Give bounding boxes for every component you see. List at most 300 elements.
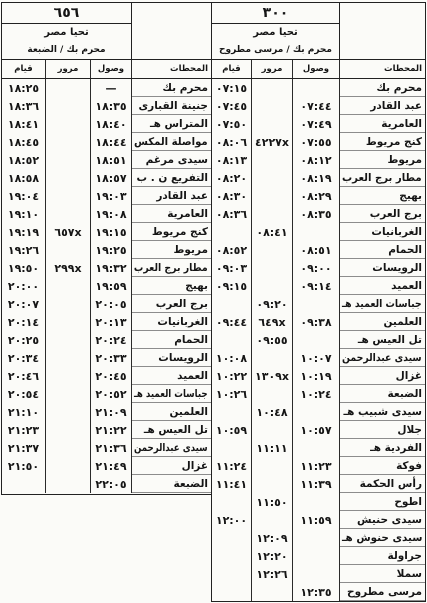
timetable-row (212, 151, 425, 169)
arrival-cell (91, 421, 132, 439)
arrival-cell (91, 313, 132, 331)
pass-cell (46, 349, 91, 367)
pass-header (46, 60, 91, 78)
timetable-row (2, 403, 211, 421)
arrival-cell (293, 187, 340, 205)
pass-cell (252, 151, 293, 169)
timetable-rows (212, 79, 425, 601)
arrival-time: ٠٧:٤٤ (300, 99, 332, 113)
timetable-row (212, 583, 425, 601)
pass-cell (46, 115, 91, 133)
pass-time: ١٢:٢٠ (256, 549, 288, 563)
station-cell (132, 331, 211, 349)
departure-cell (2, 205, 46, 223)
arrival-cell (91, 241, 132, 259)
departure-time: ١٨:٢٥ (7, 81, 40, 95)
timetable-row (212, 313, 425, 331)
timetable-row (212, 295, 425, 313)
departure-header-label: قيام (14, 64, 33, 74)
timetable-row (212, 133, 425, 151)
station-header (132, 60, 211, 78)
departure-cell (2, 331, 46, 349)
arrival-header-label: وصول (97, 64, 125, 74)
departure-cell (2, 133, 46, 151)
timetable-row (212, 547, 425, 565)
timetable-row (2, 133, 211, 151)
arrival-cell (91, 169, 132, 187)
arrival-time: ١٢:٣٥ (300, 585, 332, 599)
pass-cell (252, 79, 293, 97)
station-name: الغربانيات (157, 315, 208, 328)
arrival-cell (91, 457, 132, 475)
station-cell (132, 385, 211, 403)
station-cell (132, 133, 211, 151)
station-cell (132, 367, 211, 385)
timetable-row (212, 565, 425, 583)
arrival-cell (293, 97, 340, 115)
arrival-cell (293, 565, 340, 583)
arrival-time: ٠٨:٣٥ (300, 207, 332, 221)
station-cell (340, 367, 425, 385)
pass-cell (252, 349, 293, 367)
arrival-time: ١٠:٥٧ (300, 423, 332, 437)
arrival-time: ٢٠:٤٥ (95, 369, 127, 383)
arrival-cell (293, 295, 340, 313)
timetable-row (212, 475, 425, 493)
arrival-cell (91, 475, 132, 493)
train-number-text: ٦٥٦ (53, 5, 80, 21)
pass-time: ١٢:٢٦ (256, 567, 288, 581)
departure-time: ١٩:١٩ (7, 225, 40, 239)
departure-cell (212, 205, 252, 223)
pass-time: ٤٢٢٧x (255, 135, 289, 149)
arrival-time: ٠٧:٤٩ (300, 117, 332, 131)
station-name: غزال (181, 459, 208, 472)
departure-cell (2, 151, 46, 169)
pass-cell (46, 295, 91, 313)
pass-cell (252, 187, 293, 205)
station-name: سيدى حنوش هـ (341, 531, 422, 544)
departure-cell (212, 493, 252, 511)
pass-cell (46, 439, 91, 457)
departure-cell (212, 169, 252, 187)
departure-time: ٠٨:٢٠ (215, 171, 248, 185)
departure-cell (212, 403, 252, 421)
arrival-cell (293, 385, 340, 403)
timetable-row (2, 115, 211, 133)
pass-cell (46, 97, 91, 115)
station-cell (340, 133, 425, 151)
train-number-text: ٣٠٠ (262, 5, 289, 21)
timetable-row (2, 421, 211, 439)
arrival-time: ١٨:٥٧ (95, 171, 127, 185)
pass-time: ٠٩:٥٥ (256, 333, 288, 347)
station-cell (132, 349, 211, 367)
pass-cell (252, 493, 293, 511)
station-name: رأس الحكمة (359, 477, 422, 490)
arrival-cell (91, 367, 132, 385)
pass-cell (252, 313, 293, 331)
departure-cell (212, 475, 252, 493)
station-name: الرويسات (372, 261, 422, 274)
timetable-row (2, 457, 211, 475)
pass-cell (46, 277, 91, 295)
station-cell (132, 421, 211, 439)
arrival-cell (293, 169, 340, 187)
arrival-time: ٠٨:١٩ (300, 171, 332, 185)
departure-time: ١٨:٣٦ (7, 99, 40, 113)
timetable-row (212, 331, 425, 349)
timetable-row (212, 529, 425, 547)
timetable-row (2, 241, 211, 259)
departure-cell (2, 439, 46, 457)
station-name: سيدى مرغم (145, 153, 208, 166)
timetable-row (212, 79, 425, 97)
departure-cell (2, 223, 46, 241)
arrival-cell (91, 277, 132, 295)
station-name: برج العرب (155, 297, 208, 310)
station-name: كنج مريوط (365, 135, 422, 148)
pass-time: ١١:٥٠ (256, 495, 288, 509)
station-name: الفردية هـ (370, 441, 422, 454)
pass-cell (252, 565, 293, 583)
pass-cell (252, 421, 293, 439)
pass-cell (46, 223, 91, 241)
departure-cell (212, 565, 252, 583)
departure-cell (212, 223, 252, 241)
train-route-text: محرم بك / مرسى مطروح (219, 45, 332, 55)
timetable-row (2, 187, 211, 205)
station-name: مواصلة المكس (134, 135, 208, 148)
departure-cell (212, 385, 252, 403)
departure-time: ٠٨:١٣ (215, 153, 248, 167)
timetable-row (212, 241, 425, 259)
pass-cell (252, 511, 293, 529)
timetable-row (212, 421, 425, 439)
timetable-row (2, 169, 211, 187)
timetable-row (2, 439, 211, 457)
arrival-cell (293, 349, 340, 367)
train-name (2, 24, 132, 41)
departure-cell (2, 367, 46, 385)
arrival-cell (293, 583, 340, 601)
timetable-row (212, 223, 425, 241)
departure-time: ٢٠:٠٧ (7, 297, 40, 311)
pass-header (252, 60, 293, 78)
station-name: جباسات العميد هـ (134, 387, 208, 400)
station-name: تل العيس هـ (357, 333, 422, 346)
station-name: الغربانيات (371, 225, 422, 238)
station-cell (132, 97, 211, 115)
station-name: عبد القادر (370, 99, 422, 112)
departure-time: ١٢:٠٠ (215, 513, 248, 527)
arrival-cell (293, 547, 340, 565)
departure-cell (2, 421, 46, 439)
pass-time: ١٠:٤٨ (256, 405, 288, 419)
arrival-time: ٢١:٣٦ (95, 441, 127, 455)
station-cell (132, 241, 211, 259)
station-cell (340, 169, 425, 187)
station-cell (340, 439, 425, 457)
station-name: سيدى حنيش (357, 513, 422, 526)
station-cell (340, 295, 425, 313)
pass-time: ٢٩٩x (54, 261, 82, 275)
arrival-cell (293, 115, 340, 133)
pass-time: ٦٤٩x (258, 315, 286, 329)
arrival-cell (91, 115, 132, 133)
arrival-time: — (105, 81, 117, 95)
timetable-row (212, 115, 425, 133)
departure-time: ١٨:٤١ (7, 117, 40, 131)
arrival-time: ١٨:٤٠ (95, 117, 127, 131)
station-header-blank (340, 3, 425, 59)
timetable-row (212, 493, 425, 511)
departure-cell (212, 439, 252, 457)
station-cell (340, 493, 425, 511)
station-name: سيدى عبدالرحمن (342, 351, 422, 364)
station-name: جنينة القبارى (138, 99, 208, 112)
arrival-time: ١١:٣٩ (300, 477, 332, 491)
station-cell (132, 475, 211, 493)
departure-time: ١٩:٥٠ (7, 261, 40, 275)
departure-cell (2, 349, 46, 367)
station-name: فوكة (396, 459, 422, 472)
station-cell (132, 403, 211, 421)
station-cell (340, 223, 425, 241)
pass-cell (46, 187, 91, 205)
arrival-header-label: وصول (302, 64, 330, 74)
station-name: العامرية (167, 207, 208, 220)
pass-cell (252, 205, 293, 223)
departure-time: ٠٩:٠٣ (215, 261, 248, 275)
departure-cell (212, 151, 252, 169)
station-header (340, 60, 425, 78)
station-cell (132, 457, 211, 475)
departure-time: ١٠:٥٩ (215, 423, 248, 437)
arrival-time: ٢٠:٢٤ (95, 333, 127, 347)
station-cell (132, 223, 211, 241)
pass-time: ١١:١١ (256, 441, 288, 455)
timetable-row (212, 511, 425, 529)
arrival-time: ٠٩:٠٠ (300, 261, 332, 275)
train-route (212, 41, 340, 59)
departure-time: ١١:٢٤ (215, 459, 248, 473)
pass-cell (252, 115, 293, 133)
arrival-time: ١١:٥٩ (300, 513, 332, 527)
departure-time: ٠٧:٤٥ (215, 99, 248, 113)
arrival-cell (293, 475, 340, 493)
station-name: الضبعة (173, 477, 208, 490)
arrival-cell (293, 511, 340, 529)
train-name (212, 24, 340, 41)
station-cell (340, 97, 425, 115)
arrival-time: ٢٢:٠٥ (95, 477, 127, 491)
station-cell (340, 313, 425, 331)
arrival-time: ٢١:٢٢ (95, 423, 127, 437)
arrival-cell (91, 349, 132, 367)
station-cell (340, 475, 425, 493)
arrival-cell (91, 331, 132, 349)
station-header-label: المحطات (170, 64, 208, 74)
station-name: الحمام (388, 243, 422, 256)
station-name: التفريع ن . ب (136, 171, 208, 184)
arrival-cell (293, 223, 340, 241)
arrival-cell (293, 241, 340, 259)
station-name: كنج مريوط (151, 225, 208, 238)
arrival-time: ٠٨:٢٩ (300, 189, 332, 203)
station-name: المتراس هـ (149, 117, 208, 130)
pass-cell (46, 403, 91, 421)
station-cell (340, 511, 425, 529)
station-name: العامرية (381, 117, 422, 130)
station-cell (340, 259, 425, 277)
timetable-row (212, 385, 425, 403)
arrival-cell (293, 205, 340, 223)
departure-cell (2, 169, 46, 187)
departure-cell (2, 187, 46, 205)
train-656-timetable (1, 2, 212, 495)
timetable-row (2, 97, 211, 115)
pass-time: ٠٩:٢٠ (256, 297, 288, 311)
pass-header-label: مرور (57, 64, 79, 74)
timetable-row (212, 205, 425, 223)
pass-cell (252, 97, 293, 115)
timetable-row (2, 475, 211, 493)
departure-time: ١٩:١٠ (7, 207, 40, 221)
station-name: العميد (391, 279, 422, 292)
station-name: العلمين (169, 405, 208, 418)
arrival-time: ١٠:٢٤ (300, 387, 332, 401)
departure-time: ١١:٤١ (215, 477, 248, 491)
arrival-time: ١٩:٢٥ (95, 243, 127, 257)
timetable-row (2, 367, 211, 385)
pass-time: ١٣٠٩x (255, 369, 289, 383)
timetable-row (212, 439, 425, 457)
station-name: بهيج (185, 279, 208, 292)
departure-cell (212, 295, 252, 313)
arrival-time: ٢١:٤٩ (95, 459, 127, 473)
arrival-cell (293, 439, 340, 457)
arrival-cell (91, 151, 132, 169)
pass-cell (46, 241, 91, 259)
pass-cell (252, 295, 293, 313)
timetable-row (2, 385, 211, 403)
pass-cell (46, 421, 91, 439)
arrival-cell (91, 97, 132, 115)
station-header-blank (132, 3, 211, 59)
departure-cell (2, 241, 46, 259)
station-name: مريوط (173, 243, 208, 256)
train-route (2, 41, 132, 59)
arrival-cell (293, 313, 340, 331)
departure-time: ٠٨:٠٦ (215, 135, 248, 149)
arrival-time: ٠٩:٣٨ (300, 315, 332, 329)
train-route-text: محرم بك / الضبعة (27, 45, 106, 55)
departure-cell (2, 259, 46, 277)
departure-time: ٢٠:١٤ (7, 315, 40, 329)
station-name: برج العرب (369, 207, 422, 220)
departure-time: ٢١:٢٣ (7, 423, 40, 437)
departure-cell (212, 241, 252, 259)
train-name-text: تحيا مصر (253, 27, 298, 38)
pass-cell (46, 205, 91, 223)
departure-time: ٢٠:٥٤ (7, 387, 40, 401)
station-cell (340, 457, 425, 475)
arrival-time: ١٨:٥١ (95, 153, 127, 167)
timetable-row (212, 403, 425, 421)
departure-header (212, 60, 252, 78)
pass-cell (252, 475, 293, 493)
arrival-header (293, 60, 340, 78)
timetable-row (2, 259, 211, 277)
station-name: مرسى مطروح (347, 585, 422, 598)
departure-cell (212, 511, 252, 529)
arrival-cell (293, 367, 340, 385)
departure-time: ١٩:٠٤ (7, 189, 40, 203)
station-cell (132, 205, 211, 223)
arrival-cell (91, 259, 132, 277)
pass-header-label: مرور (261, 64, 283, 74)
departure-time: ٢٠:٤٦ (7, 369, 40, 383)
departure-cell (2, 403, 46, 421)
station-cell (340, 547, 425, 565)
station-cell (340, 583, 425, 601)
timetable-row (2, 151, 211, 169)
departure-cell (2, 313, 46, 331)
arrival-cell (91, 385, 132, 403)
pass-cell (46, 151, 91, 169)
pass-cell (46, 385, 91, 403)
station-cell (340, 403, 425, 421)
pass-cell (46, 313, 91, 331)
station-cell (132, 169, 211, 187)
timetable-row (212, 277, 425, 295)
train-number (2, 3, 132, 24)
arrival-time: ٢١:٠٩ (95, 405, 127, 419)
arrival-cell (91, 439, 132, 457)
departure-cell (212, 115, 252, 133)
arrival-time: ٢٠:٠٥ (95, 297, 127, 311)
pass-cell (252, 403, 293, 421)
pass-cell (252, 457, 293, 475)
departure-cell (212, 277, 252, 295)
pass-cell (252, 439, 293, 457)
arrival-cell (91, 205, 132, 223)
departure-cell (212, 367, 252, 385)
station-cell (340, 331, 425, 349)
departure-cell (2, 295, 46, 313)
arrival-time: ١١:٢٣ (300, 459, 332, 473)
pass-cell (46, 367, 91, 385)
departure-header-label: قيام (222, 64, 241, 74)
timetable-row (212, 187, 425, 205)
departure-cell (212, 421, 252, 439)
station-header-label: المحطات (384, 64, 422, 74)
arrival-time: ١٩:٠٨ (95, 207, 127, 221)
arrival-cell (91, 223, 132, 241)
departure-cell (2, 115, 46, 133)
station-name: تل العيس هـ (143, 423, 208, 436)
station-cell (340, 385, 425, 403)
timetable-row (2, 331, 211, 349)
arrival-cell (293, 259, 340, 277)
arrival-time: ١٨:٣٥ (95, 99, 127, 113)
arrival-cell (91, 79, 132, 97)
pass-cell (46, 331, 91, 349)
departure-time: ١٨:٥٨ (7, 171, 40, 185)
pass-cell (252, 583, 293, 601)
departure-cell (2, 457, 46, 475)
